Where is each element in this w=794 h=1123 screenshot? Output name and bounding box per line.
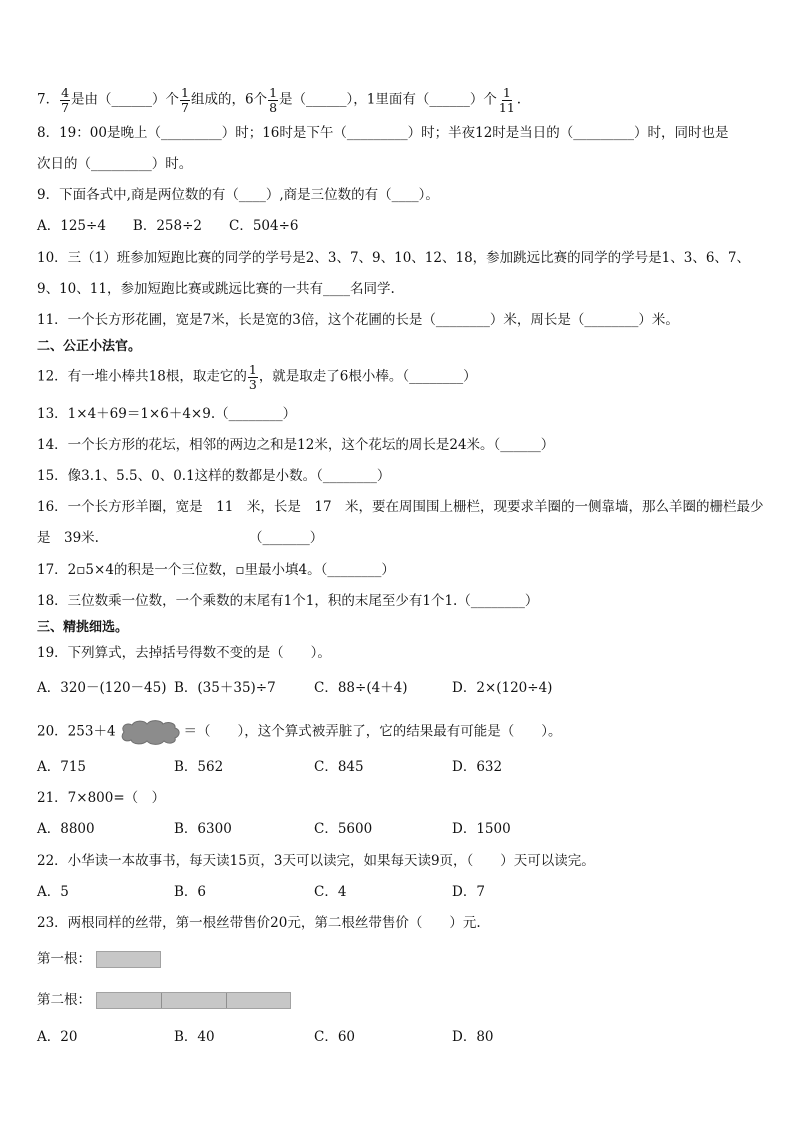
fraction-numerator: 4 <box>61 85 70 100</box>
question-23: 23．两根同样的丝带，第一根丝带售价20元，第二根丝带售价（ ）元. <box>37 915 481 931</box>
question-9: 9．下面各式中,商是两位数的有（____）,商是三位数的有（____）。 <box>37 187 439 203</box>
question-text: 20．253＋4 <box>37 723 116 740</box>
ribbon-segment-divider <box>161 993 162 1008</box>
second-ribbon-label: 第二根： <box>37 992 91 1008</box>
question-8-line-2: 次日的（_________）时。 <box>37 156 193 172</box>
option-a: A．715 <box>37 759 87 775</box>
question-9-options: A．125÷4 B．258÷2 C．504÷6 <box>37 218 299 234</box>
option-c: C．88÷(4＋4) <box>314 680 408 696</box>
option-d: D．80 <box>452 1029 494 1045</box>
fraction-numerator: 1 <box>502 85 511 100</box>
option-b: B．562 <box>174 759 224 775</box>
fraction-numerator: 1 <box>248 362 257 377</box>
option-b: B．(35＋35)÷7 <box>174 680 276 696</box>
option-b: B．6 <box>174 884 207 900</box>
question-8-line-1: 8．19：00是晚上（_________）时；16时是下午（_________）时；半夜12时是当日的（_________）时，同时也是 <box>37 125 729 141</box>
option-d: D．7 <box>452 884 485 900</box>
question-12 <box>37 363 477 391</box>
option-a: A．8800 <box>37 821 95 837</box>
question-13: 13．1×4＋69＝1×6＋4×9.（________） <box>37 406 297 422</box>
first-ribbon-label: 第一根： <box>37 951 91 967</box>
question-number: 7． <box>37 91 60 108</box>
fraction-denominator: 11 <box>498 99 515 115</box>
fraction <box>248 363 258 391</box>
section-title: 三、精挑细选。 <box>37 620 129 635</box>
question-text: 是由（______）个 <box>71 91 180 108</box>
question-text: ，就是取走了6根小棒。（________） <box>258 368 477 385</box>
question-16-answer-blank: （_______） <box>249 530 324 546</box>
question-15: 15．像3.1、5.5、0、0.1这样的数都是小数。（________） <box>37 468 391 484</box>
option-a: A．5 <box>37 884 69 900</box>
question-11: 11．一个长方形花圃，宽是7米，长是宽的3倍，这个花圃的长是（________）米，周长是（________）米。 <box>37 312 679 328</box>
question-22: 22．小华读一本故事书，每天读15页，3天可以读完，如果每天读9页，（ ）天可以读完。 <box>37 853 595 869</box>
fraction-denominator: 3 <box>248 376 257 392</box>
first-ribbon-bar <box>96 951 161 968</box>
option-d: D．632 <box>452 759 503 775</box>
fraction <box>498 86 516 114</box>
option-d: D．1500 <box>452 821 511 837</box>
question-text: . <box>516 91 522 108</box>
question-18: 18．三位数乘一位数，一个乘数的末尾有1个1，积的末尾至少有1个1.（________） <box>37 593 539 609</box>
ribbon-segment-divider <box>226 993 227 1008</box>
question-10-line-1: 10．三（1）班参加短跑比赛的同学的学号是2、3、7、9、10、12、18，参加跳远比赛的同学的学号是1、3、6、7、 <box>37 250 751 266</box>
option-c: C．60 <box>314 1029 356 1045</box>
question-text: 12．有一堆小棒共18根，取走它的 <box>37 368 247 385</box>
fraction-denominator: 8 <box>269 99 278 115</box>
question-text: 组成的，6个 <box>191 91 268 108</box>
question-20 <box>37 719 562 745</box>
fraction <box>180 86 190 114</box>
question-17: 17．2▫5×4的积是一个三位数，▫里最小填4。（________） <box>37 562 395 578</box>
fraction-numerator: 1 <box>269 85 278 100</box>
option-c: C．845 <box>314 759 364 775</box>
option-a: A．320－(120－45) <box>37 680 167 696</box>
fraction <box>268 86 278 114</box>
section-title: 二、公正小法官。 <box>37 339 142 354</box>
question-text: 是（______），1里面有（______）个 <box>279 91 497 108</box>
fraction-denominator: 7 <box>61 99 70 115</box>
fraction-denominator: 7 <box>181 99 189 115</box>
question-16-line-1: 16．一个长方形羊圈，宽是 11 米，长是 17 米，要在周围围上栅栏，现要求羊圈的一侧靠墙，那么羊圈的栅栏最少 <box>37 499 764 515</box>
option-c: C．4 <box>314 884 347 900</box>
option-c: C．5600 <box>314 821 373 837</box>
option-d: D．2×(120÷4) <box>452 680 553 696</box>
question-16-line-2: 是 39米. <box>37 530 99 546</box>
fraction <box>60 86 70 114</box>
fraction-numerator: 1 <box>181 85 189 100</box>
question-text: ＝（ ），这个算式被弄脏了，它的结果最有可能是（ ）。 <box>183 723 562 740</box>
option-b: B．40 <box>174 1029 215 1045</box>
question-21: 21．7×800=（ ） <box>37 790 166 806</box>
question-7 <box>37 86 521 114</box>
question-14: 14．一个长方形的花坛，相邻的两边之和是12米，这个花坛的周长是24米。（______） <box>37 437 555 453</box>
question-10-line-2: 9、10、11，参加短跑比赛或跳远比赛的一共有____名同学. <box>37 281 395 297</box>
ink-blot-icon <box>118 719 182 745</box>
option-b: B．6300 <box>174 821 232 837</box>
question-19: 19．下列算式，去掉括号得数不变的是（ ）。 <box>37 645 331 661</box>
option-a: A．20 <box>37 1029 78 1045</box>
second-ribbon-bar <box>96 992 291 1009</box>
